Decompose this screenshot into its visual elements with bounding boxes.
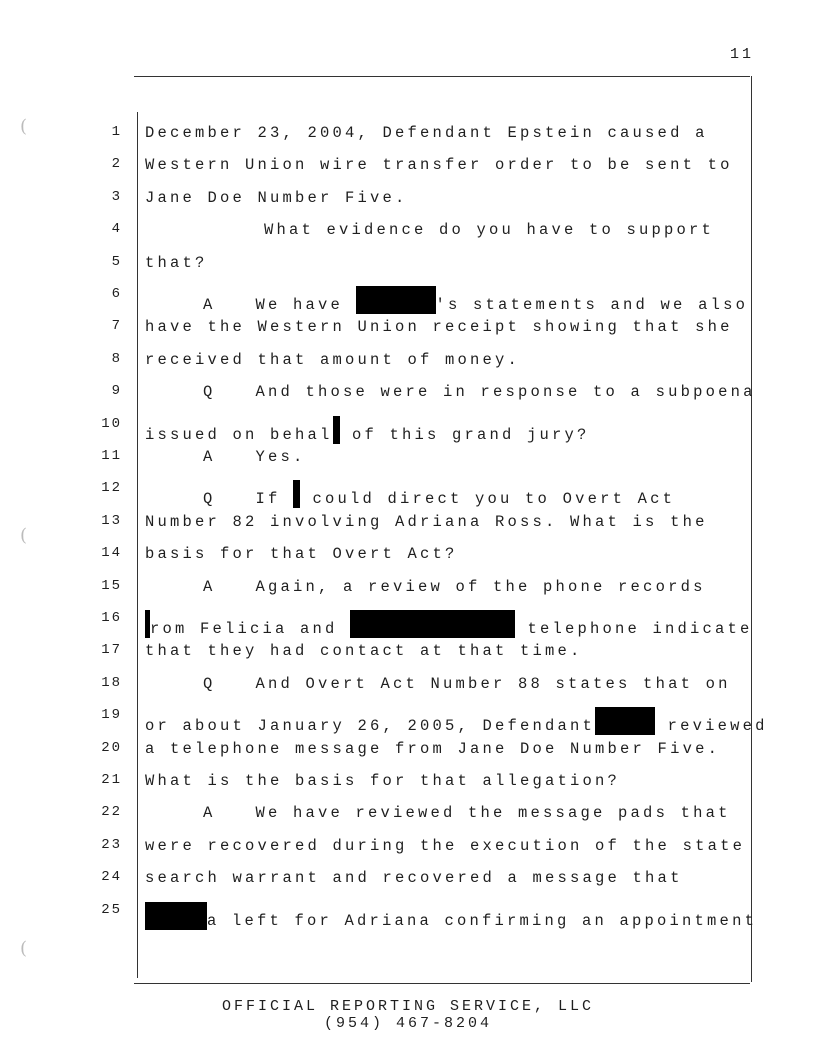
line-text (145, 545, 458, 563)
text-segment: Yes. (255, 448, 306, 466)
line-text (145, 124, 708, 142)
text-segment: December 23, 2004, Defendant Epstein caused a (145, 124, 708, 142)
line-number: 23 (101, 836, 122, 853)
line-text (145, 772, 620, 790)
text-segment: were recovered during the execution of the state (145, 836, 746, 855)
transcript-line (0, 837, 800, 861)
redaction-bar (145, 902, 207, 930)
transcript-line (0, 383, 800, 407)
line-number: 20 (101, 739, 122, 756)
text-segment: a left for Adriana confirming an appointment (207, 911, 758, 930)
transcript-line (0, 189, 800, 213)
transcript-line (0, 707, 800, 736)
text-segment: Q (203, 674, 216, 693)
transcript-line (0, 901, 800, 930)
text-segment: And those were in response to a subpoena (255, 383, 756, 402)
line-text (145, 156, 733, 174)
redaction-bar (595, 707, 655, 735)
line-number: 22 (101, 804, 122, 821)
footer-phone: (954) 467-8204 (323, 1015, 493, 1032)
line-number: 7 (111, 318, 122, 335)
text-segment: Q (203, 490, 216, 509)
line-number: 24 (101, 869, 122, 886)
line-text (203, 448, 306, 466)
line-text (145, 189, 408, 207)
text-segment: A (203, 448, 216, 466)
line-text (145, 513, 708, 531)
line-text (145, 642, 583, 660)
transcript-line (0, 869, 800, 893)
text-segment: Number 82 involving Adriana Ross. What is the (145, 512, 708, 531)
text-segment: telephone indicate (515, 620, 753, 638)
line-text (145, 318, 733, 336)
text-segment: rom Felicia and (150, 620, 351, 638)
text-segment: Again, a review of the phone records (255, 577, 706, 596)
footer-company: OFFICIAL REPORTING SERVICE, LLC (221, 998, 595, 1015)
line-number: 19 (101, 707, 122, 724)
line-number: 25 (101, 901, 122, 918)
text-segment: We have (255, 296, 356, 314)
text-segment: search warrant and recovered a message that (145, 869, 683, 888)
line-text (145, 351, 520, 369)
text-segment: received that amount of money. (145, 350, 521, 369)
binder-hole-mark: ( (20, 938, 28, 959)
transcript-line (0, 675, 800, 699)
line-number: 3 (111, 188, 122, 205)
line-number: 2 (111, 156, 122, 173)
transcript-line (0, 448, 800, 472)
text-segment: a telephone message from Jane Doe Number Five. (145, 739, 721, 758)
text-segment: that? (145, 253, 208, 272)
text-segment: What is the basis for that allegation? (145, 772, 621, 790)
transcript-line (0, 545, 800, 569)
line-number: 16 (101, 610, 122, 626)
transcript-line (0, 740, 800, 764)
line-text (145, 610, 753, 638)
line-number: 6 (111, 286, 122, 302)
text-segment: We have reviewed the message pads that (255, 804, 731, 823)
line-text (145, 869, 683, 887)
line-text (203, 578, 706, 596)
line-text (145, 902, 757, 930)
line-text (145, 707, 768, 735)
text-segment: reviewed (655, 717, 768, 736)
text-segment: 's statements and we also (435, 296, 749, 314)
line-number: 13 (101, 512, 122, 529)
redaction-bar (350, 610, 515, 638)
transcript-line (0, 480, 800, 509)
line-text (145, 254, 208, 272)
redaction-bar (333, 416, 340, 444)
line-text (203, 286, 748, 314)
transcript-line (0, 513, 800, 537)
line-number: 4 (111, 221, 122, 238)
line-number: 12 (101, 480, 122, 497)
transcript-line (0, 254, 800, 278)
text-segment: Q (203, 383, 216, 402)
redaction-bar (293, 480, 300, 508)
text-segment: Western Union wire transfer order to be sent to (145, 156, 733, 175)
text-segment: Jane Doe Number Five. (145, 188, 408, 207)
text-segment: of this grand jury? (339, 425, 590, 444)
text-segment: basis for that Overt Act? (145, 545, 458, 564)
line-number: 9 (111, 383, 122, 400)
transcript-line (0, 156, 800, 180)
text-segment: A (203, 577, 216, 596)
line-text (145, 416, 590, 444)
redaction-bar (356, 286, 436, 314)
transcript-line (0, 772, 800, 796)
line-number: 1 (111, 124, 122, 140)
line-number: 10 (101, 415, 122, 432)
line-number: 8 (111, 350, 122, 367)
transcript-line (0, 221, 800, 245)
line-text (203, 383, 756, 401)
line-number: 11 (101, 448, 122, 464)
transcript-line (0, 804, 800, 828)
line-text (203, 675, 731, 693)
page-number: 11 (729, 46, 754, 63)
text-segment: A (203, 296, 216, 314)
line-text (203, 480, 675, 508)
transcript-line (0, 642, 800, 666)
line-number: 15 (101, 577, 122, 594)
line-number: 14 (101, 545, 122, 562)
text-segment: And Overt Act Number 88 states that on (255, 674, 731, 693)
transcript-line (0, 578, 800, 602)
text-segment: could direct you to Overt Act (300, 490, 676, 509)
text-segment: If (255, 490, 294, 509)
line-text (145, 740, 720, 758)
text-segment: A (203, 804, 216, 823)
transcript-line (0, 124, 800, 148)
binder-hole-mark: ( (20, 116, 28, 137)
line-text (203, 804, 731, 822)
transcript-line (0, 286, 800, 314)
text-segment: issued on behal (145, 425, 333, 444)
line-number: 17 (101, 642, 122, 659)
line-text (145, 837, 745, 855)
binder-hole-mark: ( (20, 525, 28, 546)
transcript-line (0, 415, 800, 444)
line-number: 21 (101, 772, 122, 788)
transcript-line (0, 610, 800, 638)
text-segment: that they had contact at that time. (145, 642, 583, 661)
text-segment: What evidence do you have to support (264, 221, 715, 240)
text-segment: or about January 26, 2005, Defendant (145, 717, 596, 736)
line-number: 5 (111, 253, 122, 270)
transcript-line (0, 318, 800, 342)
footer (0, 998, 816, 1032)
text-segment: have the Western Union receipt showing that she (145, 318, 733, 337)
transcript-line (0, 351, 800, 375)
line-number: 18 (101, 674, 122, 691)
line-text (264, 221, 714, 239)
